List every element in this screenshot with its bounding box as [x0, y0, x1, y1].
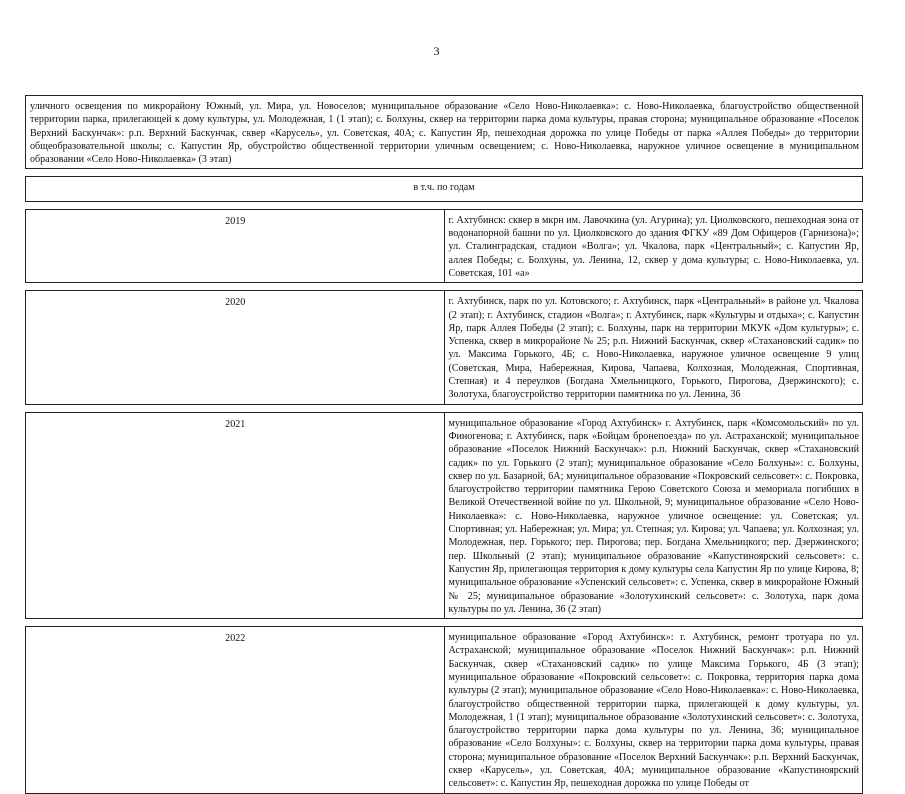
intro-text-cell: уличного освещения по микрорайону Южный, ул. Мира, ул. Новоселов; муниципальное образование «Село Ново-Николаевка»: с. Ново-Николаевка, благоустройство общественной территории парка, прилегающей к дому культуры, ул. Молодежная, 1 (1 этап); с. Болхуны, сквер на территории парка дома культуры, правая сторона; муниципальное образование «Поселок Верхний Баскунчак»: р.п. Верхний Баскунчак, сквер «Карусель», ул. Советская, 40А; с. Капустин Яр, пешеходная дорожка по улице Победы от парка «Аллея Победы» до территории общеобразовательной школы; с. Капустин Яр, обустройство общественной территории уличным освещением; с. Ново-Николаевка, наружное уличное освещение в муниципальном образовании «Село Ново-Николаевка» (3 этап): [26, 96, 863, 169]
description-cell: муниципальное образование «Город Ахтубинск» г. Ахтубинск, парк «Комсомольский» по ул. Финогенова; г. Ахтубинск, парк «Бойцам бронепоезда» по ул. Астраханской; муниципальное образование «Поселок Нижний Баскунчак»: р.п. Нижний Баскунчак, сквер «Стахановский садик» по ул. Горького (2 этап); муниципальное образование «Село Болхуны»: с. Болхуны, сквер по ул. Базарной, 6А; муниципальное образование «Покровский сельсовет»: с. Покровка, благоустройство территории памятника Герою Советского Союза и мемориала погибших в Великой Отечественной войне по ул. Школьной, 9; муниципальное образование «Село Ново-Николаевка»: с. Ново-Николаевка, наружное уличное освещение: ул. Советская; ул. Спортивная; ул. Набережная; ул. Мира; ул. Степная; ул. Кирова; ул. Чапаева; ул. Колхозная; ул. Молодежная, пер. Горького; пер. Пирогова; пер. Богдана Хмельницкого; пер. Дзержинского; пер. Школьный (2 этап); муниципальное образование «Капустиноярский сельсовет»: с. Капустин Яр, прилегающая территория к дому культуры села Капустин Яр по улице Кирова, 8; муниципальное образование «Успенский сельсовет»: с. Успенка, сквер в микрорайоне Южный № 25; муниципальное образование «Золотухинский сельсовет»: с. Золотуха, парк дома культуры по ул. Ленина, 36 (2 этап): [444, 412, 863, 618]
row-gap: [26, 404, 863, 412]
row-gap: [26, 283, 863, 291]
year-cell: 2019: [26, 209, 445, 282]
row-gap: [26, 169, 863, 177]
year-cell: 2020: [26, 291, 445, 404]
year-cell: 2021: [26, 412, 445, 618]
row-gap: [26, 201, 863, 209]
subheading-cell: в т.ч. по годам: [26, 177, 863, 201]
program-table: [25, 95, 863, 794]
table-row: [26, 209, 863, 282]
intro-row: [26, 96, 863, 169]
table-row: [26, 291, 863, 404]
table-row: [26, 412, 863, 618]
description-cell: г. Ахтубинск, парк по ул. Котовского; г. Ахтубинск, парк «Центральный» в районе ул. Чкалова (2 этап); г. Ахтубинск, стадион «Волга»; г. Ахтубинск, парк «Культуры и отдыха»; с. Капустин Яр, парк Аллея Победы (2 этап); с. Болхуны, парк на территории МКУК «Дом культуры»; с. Успенка, сквер в микрорайоне № 25; р.п. Нижний Баскунчак, сквер «Стахановский садик» по ул. Максима Горького, 4Б; с. Ново-Николаевка, наружное уличное освещение 9 улиц (Советская, Мира, Набережная, Кирова, Чапаева, Колхозная, Молодежная, Спортивная, Степная) и 4 переулков (Богдана Хмельницкого, Горького, Пирогова, Дзержинского); с. Золотуха, благоустройство территории памятника по ул. Ленина, 36: [444, 291, 863, 404]
subheading-row: [26, 177, 863, 201]
table-row: [26, 627, 863, 794]
page-number: 3: [433, 44, 440, 58]
description-cell: муниципальное образование «Город Ахтубинск»: г. Ахтубинск, ремонт тротуара по ул. Астраханской; муниципальное образование «Поселок Нижний Баскунчак»: р.п. Нижний Баскунчак, сквер «Стахановский садик» по улице Максима Горького, 4Б (3 этап); муниципальное образование «Покровский сельсовет»: с. Покровка, территория парка дома культуры (2 этап); муниципальное образование «Село Ново-Николаевка»: с. Ново-Николаевка, благоустройство общественной территории парка, прилегающей к дому культуры, ул. Молодежная, 1 (1 этап); муниципальное образование «Золотухинский сельсовет»: с. Золотуха, благоустройство территории парка дома культуры по ул. Ленина, 36; муниципальное образование «Село Болхуны»: с. Болхуны, сквер на территории парка дома культуры, правая сторона; муниципальное образование «Поселок Верхний Баскунчак»: р.п. Верхний Баскунчак, сквер «Карусель», ул. Советская, 40А; муниципальное образование «Капустиноярский сельсовет»: с. Капустин Яр, пешеходная дорожка по улице Победы от: [444, 627, 863, 794]
year-cell: 2022: [26, 627, 445, 794]
row-gap: [26, 619, 863, 627]
description-cell: г. Ахтубинск: сквер в мкрн им. Лавочкина (ул. Агурина); ул. Циолковского, пешеходная зона от водонапорной башни по ул. Циолковского до здания ФГКУ «89 Дом Офицеров (Гарнизона)»; ул. Сталинградская, стадион «Волга»; ул. Чкалова, парк «Центральный»; с. Капустин Яр, аллея Победы; с. Болхуны, ул. Ленина, 12, сквер у дома культуры; с. Ново-Николаевка, ул. Советская, 101 «а»: [444, 209, 863, 282]
